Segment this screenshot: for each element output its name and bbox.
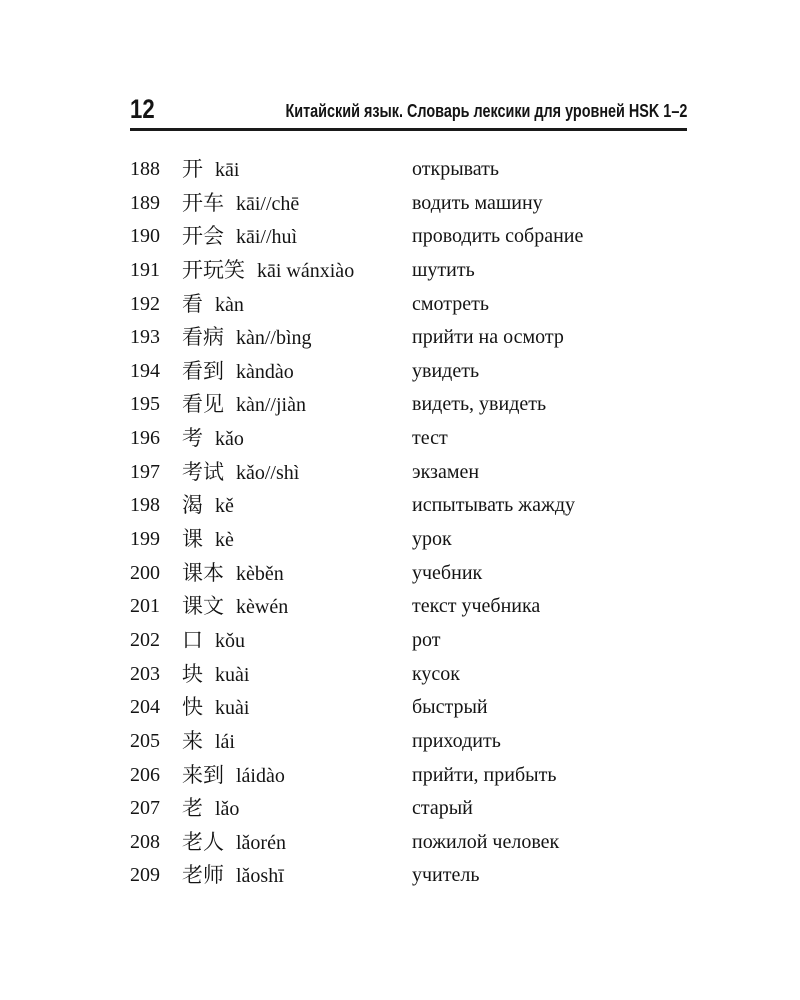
entry-number: 189 (130, 191, 160, 214)
entry-pinyin: kāi (215, 159, 240, 181)
entry-number: 194 (130, 359, 160, 382)
entry-pinyin: kè (215, 529, 234, 552)
entry-number: 195 (130, 393, 160, 416)
entry-pinyin: kāi//chē (236, 192, 300, 215)
entry-translation: открывать (412, 158, 500, 180)
vocabulary-entry (130, 658, 690, 692)
entry-hanzi: 快 (182, 695, 203, 720)
entry-translation: проводить собрание (412, 225, 584, 248)
vocabulary-entry (130, 859, 690, 893)
vocabulary-entry (130, 153, 690, 187)
entry-pinyin: lǎoshī (236, 865, 284, 888)
entry-word (182, 187, 299, 221)
entry-translation: рот (412, 628, 441, 651)
entry-number: 204 (130, 696, 160, 719)
entry-hanzi: 课文 (182, 594, 224, 619)
entry-pinyin: lái (215, 730, 235, 753)
entry-number: 188 (130, 158, 160, 180)
entry-number: 191 (130, 258, 160, 281)
entry-hanzi: 来 (182, 728, 203, 753)
entry-translation: смотреть (412, 292, 489, 315)
entry-hanzi: 看 (182, 291, 203, 316)
vocabulary-entry (130, 254, 690, 288)
entry-word (182, 725, 235, 759)
entry-translation: увидеть (412, 359, 480, 382)
entry-pinyin: kàndào (236, 360, 294, 383)
entry-number: 197 (130, 460, 160, 483)
entry-word (182, 557, 284, 591)
entry-hanzi: 看见 (182, 392, 224, 417)
entry-word (182, 355, 294, 389)
vocabulary-entry (130, 725, 690, 759)
vocabulary-entry (130, 321, 690, 355)
entry-number: 205 (130, 729, 160, 752)
entry-translation: быстрый (412, 696, 488, 719)
entry-word (182, 456, 299, 490)
entry-pinyin: kāi//huì (236, 226, 298, 249)
entry-pinyin: kǎo (215, 428, 244, 451)
entry-hanzi: 看病 (182, 325, 224, 350)
entry-translation: водить машину (412, 191, 543, 214)
entry-pinyin: kuài (215, 697, 250, 720)
entry-pinyin: kèběn (236, 562, 284, 585)
entry-word (182, 792, 239, 826)
page-header (130, 94, 687, 131)
entry-hanzi: 开玩笑 (182, 257, 245, 282)
entry-number: 193 (130, 326, 160, 349)
vocabulary-entry (130, 422, 690, 456)
vocabulary-list (130, 153, 690, 893)
entry-translation: прийти на осмотр (412, 326, 564, 349)
vocabulary-entry (130, 826, 690, 860)
entry-word (182, 422, 244, 456)
entry-word (182, 153, 239, 187)
page-title: Китайский язык. Словарь лексики для уровней HSK 1–2 (285, 101, 687, 121)
entry-pinyin: kě (215, 495, 234, 518)
entry-number: 200 (130, 561, 160, 584)
entry-hanzi: 开会 (182, 224, 224, 249)
entry-number: 206 (130, 763, 160, 786)
entry-translation: тест (412, 427, 448, 450)
entry-word (182, 859, 284, 893)
entry-translation: прийти, прибыть (412, 763, 557, 786)
entry-word (182, 489, 234, 523)
vocabulary-entry (130, 590, 690, 624)
entry-translation: урок (412, 528, 452, 551)
entry-hanzi: 老 (182, 796, 203, 821)
entry-hanzi: 口 (182, 627, 203, 652)
entry-pinyin: kàn (215, 293, 244, 316)
entry-translation: учитель (412, 864, 480, 887)
vocabulary-entry (130, 456, 690, 490)
entry-pinyin: lǎorén (236, 831, 286, 854)
entry-word (182, 691, 249, 725)
entry-hanzi: 考 (182, 426, 203, 451)
vocabulary-entry (130, 489, 690, 523)
entry-pinyin: kàn//jiàn (236, 394, 306, 417)
entry-number: 202 (130, 628, 160, 651)
entry-word (182, 523, 234, 557)
vocabulary-entry (130, 388, 690, 422)
entry-number: 208 (130, 830, 160, 853)
entry-hanzi: 来到 (182, 762, 224, 787)
entry-hanzi: 开车 (182, 190, 224, 215)
entry-translation: текст учебника (412, 595, 541, 618)
entry-pinyin: kǒu (215, 629, 245, 652)
vocabulary-entry (130, 624, 690, 658)
entry-number: 192 (130, 292, 160, 315)
entry-hanzi: 渴 (182, 493, 203, 518)
entry-hanzi: 老师 (182, 863, 224, 888)
entry-word (182, 826, 286, 860)
entry-pinyin: láidào (236, 764, 285, 787)
entry-translation: экзамен (412, 460, 480, 483)
vocabulary-entry (130, 792, 690, 826)
entry-number: 209 (130, 864, 160, 887)
entry-translation: пожилой человек (412, 830, 560, 853)
entry-word (182, 321, 312, 355)
vocabulary-entry (130, 759, 690, 793)
entry-pinyin: kuài (215, 663, 250, 686)
entry-number: 199 (130, 528, 160, 551)
entry-translation: шутить (412, 258, 475, 281)
entry-word (182, 658, 249, 692)
entry-number: 207 (130, 797, 160, 820)
vocabulary-entry (130, 288, 690, 322)
entry-word (182, 254, 354, 288)
entry-pinyin: kèwén (236, 596, 289, 619)
entry-word (182, 220, 297, 254)
entry-hanzi: 老人 (182, 829, 224, 854)
entry-translation: кусок (412, 662, 461, 685)
entry-number: 198 (130, 494, 160, 517)
entry-word (182, 288, 244, 322)
vocabulary-entry (130, 691, 690, 725)
entry-hanzi: 看到 (182, 358, 224, 383)
entry-word (182, 388, 306, 422)
entry-word (182, 759, 285, 793)
entry-translation: испытывать жажду (412, 494, 575, 517)
entry-translation: старый (412, 797, 473, 820)
entry-pinyin: kǎo//shì (236, 461, 300, 484)
vocabulary-entry (130, 355, 690, 389)
entry-hanzi: 考试 (182, 459, 224, 484)
vocabulary-entry (130, 220, 690, 254)
entry-word (182, 624, 245, 658)
entry-number: 201 (130, 595, 160, 618)
vocabulary-entry (130, 523, 690, 557)
entry-translation: видеть, увидеть (412, 393, 547, 416)
entry-pinyin: kàn//bìng (236, 327, 312, 350)
entry-number: 190 (130, 225, 160, 248)
entry-hanzi: 开 (182, 157, 203, 181)
vocabulary-entry (130, 557, 690, 591)
entry-hanzi: 块 (182, 661, 203, 686)
entry-word (182, 590, 288, 624)
vocabulary-entry (130, 187, 690, 221)
entry-pinyin: lǎo (215, 798, 240, 821)
entry-number: 203 (130, 662, 160, 685)
page-number: 12 (130, 94, 155, 124)
entry-number: 196 (130, 427, 160, 450)
entry-hanzi: 课 (182, 527, 203, 552)
entry-translation: учебник (412, 561, 483, 584)
entry-pinyin: kāi wánxiào (257, 259, 355, 282)
entry-translation: приходить (412, 729, 501, 752)
entry-hanzi: 课本 (182, 560, 224, 585)
